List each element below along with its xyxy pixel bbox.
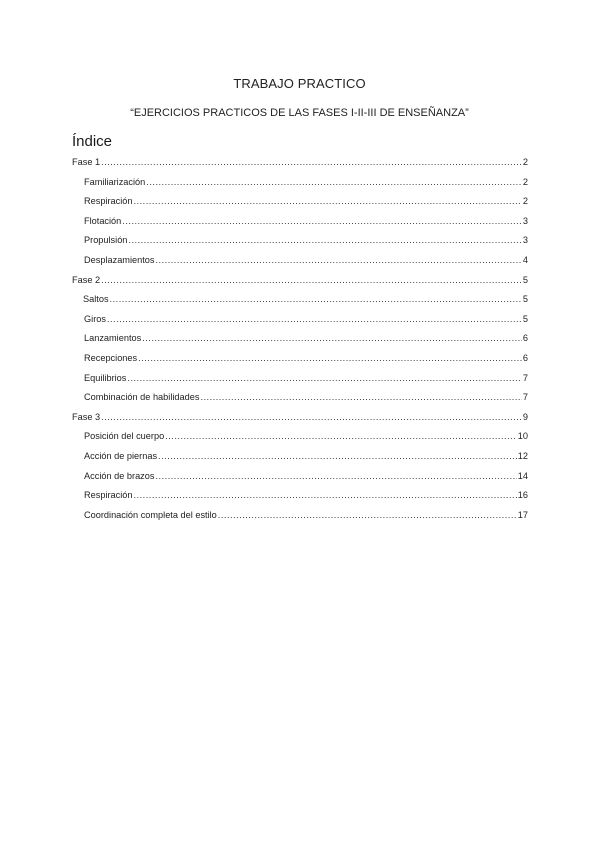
toc-entry-page: 12 [517,450,528,461]
toc-entry-label: Posición del cuerpo [84,431,165,442]
toc-entry-label: Fase 1 [72,157,101,167]
toc-entry-page: 5 [522,294,528,305]
toc-entry-label: Flotación [84,215,122,226]
toc-entry-label: Respiración [84,490,133,501]
toc-entry-label: Equilibrios [84,372,127,383]
toc-entry-label: Acción de piernas [84,450,158,461]
toc-entry[interactable] [72,196,528,216]
toc-entry-page: 2 [522,196,528,207]
toc-entry-page: 3 [522,215,528,226]
toc-dot-leader [127,373,521,383]
toc-entry[interactable] [72,392,528,412]
document-title: TRABAJO PRACTICO [233,76,366,91]
toc-entry[interactable] [72,333,528,353]
toc-dot-leader [101,412,522,422]
toc-entry-label: Respiración [84,196,133,207]
toc-dot-leader [155,471,516,481]
toc-dot-leader [158,451,517,461]
toc-entry-label: Giros [84,313,106,324]
toc-entry-label: Lanzamientos [84,333,142,344]
toc-entry-page: 2 [522,176,528,187]
toc-entry-label: Fase 3 [72,411,101,422]
toc-entry[interactable] [72,431,528,451]
toc-entry-page: 3 [522,235,528,246]
toc-entry-page: 6 [522,333,528,344]
toc-entry[interactable] [72,510,528,530]
toc-entry[interactable] [72,255,528,275]
toc-entry[interactable] [72,275,528,295]
toc-dot-leader [107,314,522,324]
toc-entry[interactable] [72,216,528,236]
toc-dot-leader [165,431,517,441]
toc-entry[interactable] [72,412,528,432]
toc-entry[interactable] [72,490,528,510]
toc-dot-leader [218,510,517,520]
toc-entry-label: Fase 2 [72,274,101,285]
toc-dot-leader [101,275,522,285]
toc-entry-page: 5 [522,313,528,324]
toc-dot-leader [122,216,522,226]
toc-dot-leader [134,490,517,500]
toc-entry[interactable] [72,177,528,197]
toc-entry-label: Familiarización [84,176,146,187]
toc-entry-label: Combinación de habilidades [84,392,200,403]
toc-entry-label: Desplazamientos [84,254,155,265]
table-of-contents [72,157,528,529]
toc-dot-leader [138,353,522,363]
toc-dot-leader [101,157,522,167]
toc-dot-leader [146,177,522,187]
toc-entry-page: 7 [522,372,528,383]
document-subtitle: “EJERCICIOS PRACTICOS DE LAS FASES I-II-III DE ENSEÑANZA” [130,107,469,119]
toc-entry[interactable] [72,373,528,393]
toc-entry-page: 4 [522,254,528,265]
toc-entry-page: 14 [517,470,528,481]
toc-entry-page: 17 [517,509,528,520]
toc-entry[interactable] [72,451,528,471]
toc-entry[interactable] [72,471,528,491]
toc-dot-leader [155,255,521,265]
toc-entry-label: Coordinación completa del estilo [84,509,217,520]
toc-entry[interactable] [72,353,528,373]
toc-entry-page: 6 [522,352,528,363]
toc-entry-label: Recepciones [84,352,138,363]
index-heading: Índice [72,133,113,150]
toc-entry-label: Acción de brazos [84,470,155,481]
toc-entry[interactable] [72,314,528,334]
toc-dot-leader [110,294,522,304]
toc-entry-label: Saltos [83,294,109,305]
toc-entry-page: 16 [517,490,528,501]
toc-entry-page: 10 [517,431,528,442]
toc-dot-leader [142,333,522,343]
toc-entry[interactable] [72,157,528,177]
toc-entry[interactable] [72,294,528,314]
toc-entry-label: Propulsión [84,235,128,246]
toc-entry-page: 2 [522,157,528,167]
toc-entry-page: 5 [522,274,528,285]
toc-dot-leader [134,196,522,206]
toc-dot-leader [200,392,521,402]
toc-dot-leader [128,235,521,245]
toc-entry-page: 7 [522,392,528,403]
toc-entry-page: 9 [522,411,528,422]
toc-entry[interactable] [72,235,528,255]
